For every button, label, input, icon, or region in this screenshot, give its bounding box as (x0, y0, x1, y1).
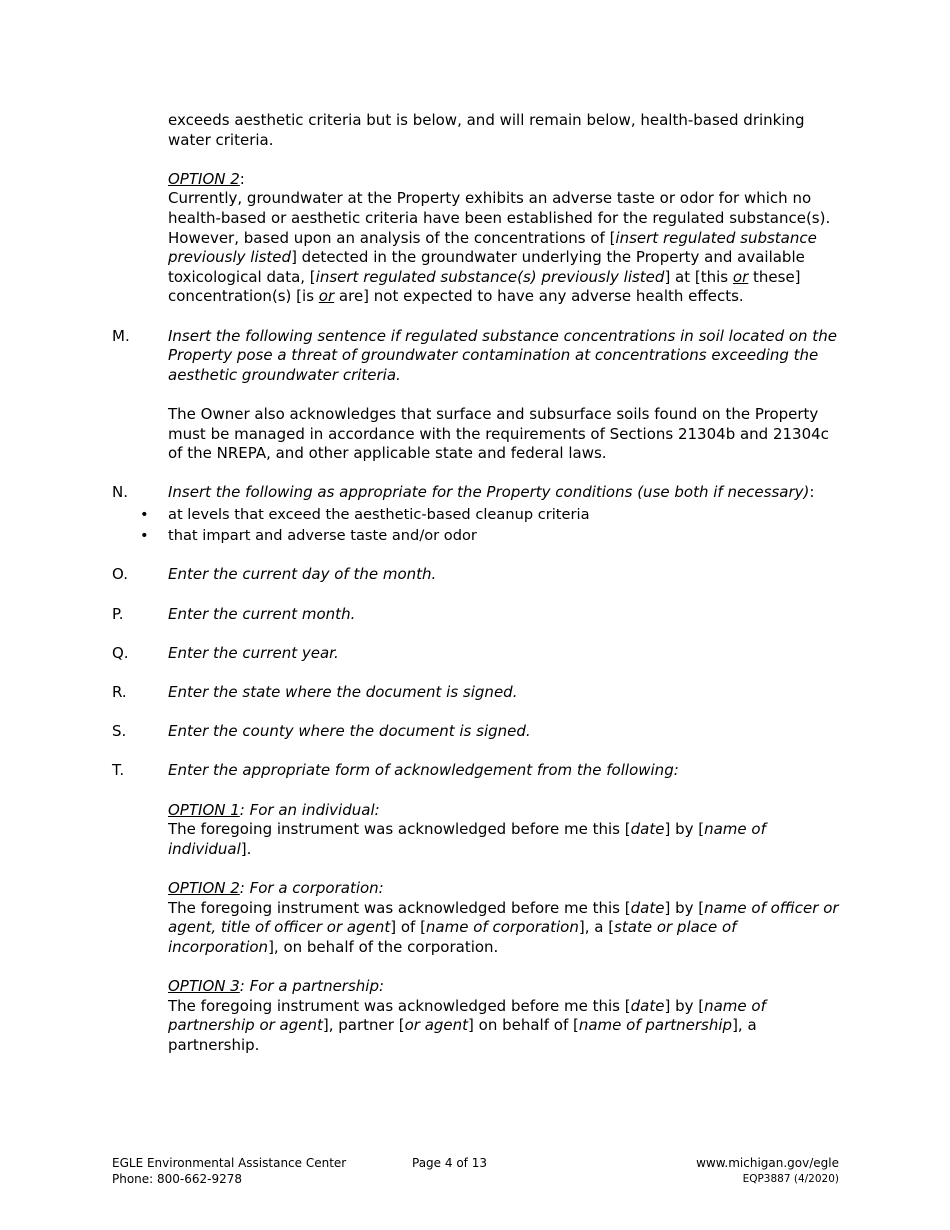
item-letter: T. (112, 761, 125, 780)
option-label: OPTION 2 (168, 169, 240, 188)
option-label: OPTION 3 (168, 976, 240, 995)
item-letter: N. (112, 483, 128, 502)
item-letter: S. (112, 722, 127, 741)
item-m (112, 327, 842, 464)
item-instruction: Insert the following sentence if regulated substance concentrations in soil located on the Property pose a threat of groundwater contamination at concentrations exceeding the aesthetic groundwater criteria. (168, 326, 837, 384)
item-instruction: Enter the state where the document is signed. (168, 683, 518, 702)
item-t (112, 761, 842, 1055)
item-p (112, 605, 842, 625)
list-item: • at levels that exceed the aesthetic-based cleanup criteria (112, 504, 842, 525)
page-number: Page 4 of 13 (412, 1156, 487, 1170)
item-instruction: Enter the current month. (168, 604, 356, 623)
option1-heading: OPTION 1: For an individual: (168, 800, 380, 819)
form-number: EQP3887 (4/2020) (742, 1173, 839, 1185)
option3-heading: OPTION 3: For a partnership: (168, 976, 385, 995)
footer-phone: Phone: 800-662-9278 (112, 1172, 243, 1186)
option2-text: Currently, groundwater at the Property exhibits an adverse taste or odor for which no health-based or aesthetic criteria have been established for the regulated substance(s). However, based upon an analysis of the concentrations of [insert regulated substance previously listed] detected in the groundwater underlying the Property and available toxicological data, [insert regulated substance(s) previously listed] at [this or these] concentration(s) [is or are] not expected to have any adverse health effects. (168, 189, 831, 306)
option3-text: The foregoing instrument was acknowledged before me this [date] by [name of partnership or agent], partner [or agent] on behalf of [name of partnership], a partnership. (168, 996, 766, 1054)
option2-heading: OPTION 2: (168, 169, 245, 188)
footer-org: EGLE Environmental Assistance Center (112, 1156, 347, 1170)
item-letter: Q. (112, 643, 129, 662)
item-letter: M. (112, 326, 130, 345)
bullet-list (112, 504, 842, 546)
intro-block (168, 111, 842, 307)
item-s (112, 722, 842, 742)
item-instruction: Enter the county where the document is signed. (168, 722, 531, 741)
option2-heading: OPTION 2: For a corporation: (168, 878, 384, 897)
item-q (112, 644, 842, 664)
option2-text: The foregoing instrument was acknowledged before me this [date] by [name of officer or agent, title of officer or agent] of [name of corporation], a [state or place of incorporation], on behalf of the corporation. (168, 898, 839, 956)
item-letter: P. (112, 604, 124, 623)
item-body: The Owner also acknowledges that surface and subsurface soils found on the Property must be managed in accordance with the requirements of Sections 21304b and 21304c of the NREPA, and other applicable state and federal laws. (168, 404, 829, 463)
footer-right (696, 1155, 839, 1187)
item-instruction: Enter the current day of the month. (168, 565, 437, 584)
item-instruction: Enter the current year. (168, 643, 339, 662)
item-n: N. Insert the following as appropriate for the Property conditions (use both if necessary): (112, 483, 815, 502)
item-r (112, 683, 842, 703)
document-content (112, 111, 842, 1055)
item-letter: O. (112, 565, 128, 584)
intro-text: exceeds aesthetic criteria but is below, and will remain below, health-based drinking water criteria. (168, 111, 805, 149)
footer-left (112, 1155, 346, 1187)
footer-url[interactable]: www.michigan.gov/egle (696, 1156, 839, 1170)
item-letter: R. (112, 683, 127, 702)
item-instruction: Insert the following as appropriate for the Property conditions (use both if necessary) (168, 483, 810, 502)
option-label: OPTION 1 (168, 800, 240, 819)
item-o (112, 565, 842, 585)
list-item: • that impart and adverse taste and/or odor (112, 525, 842, 546)
option-label: OPTION 2 (168, 878, 240, 897)
item-instruction: Enter the appropriate form of acknowledgement from the following: (168, 761, 679, 780)
option1-text: The foregoing instrument was acknowledged before me this [date] by [name of individual]. (168, 820, 766, 858)
